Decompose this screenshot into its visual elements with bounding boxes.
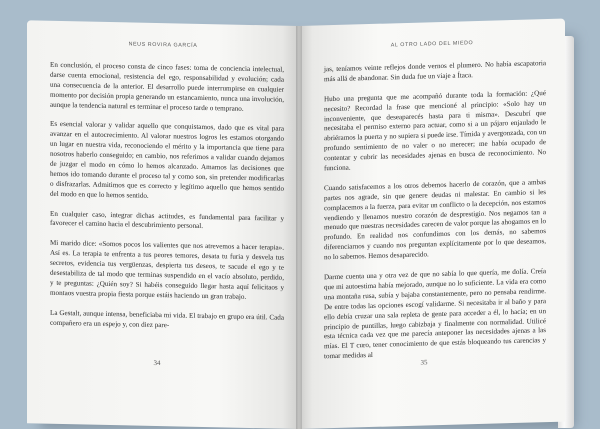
left-paragraph: La Gestalt, aunque intensa, beneficiaba mi vida. El trabajo en grupo era útil. Cada compañero era un espejo y, con diez pare- — [50, 308, 284, 329]
right-page — [299, 19, 565, 429]
right-paragraph: Hubo una pregunta que me acompañó durante toda la formación: ¿Qué necesito? Recordad la frase que mencioné al principio: «Solo hay un inconveniente, que deseaparecés hasta para ti misma». Descubrí que necesitaba el permiso externo para actuar, como si a un pájaro enjaulado le abriéramos la puerta y no supiera si puede irse. Tímida y avergonzada, con un profundo sentimiento de no valer o no merecer; me había ocupado de contentar y cubrir las necesidades ajenas en busca de reconocimiento. No funciona. — [324, 88, 546, 173]
right-paragraph: Cuando satisfacemos a los otros debemos hacerlo de corazón, que a ambas partes nos agrade, sin que genere deudas ni malestar. En cambio si les complacemos a la fuerza, para evitar un conflicto o la decepción, nos estamos vendiendo y llenamos nuestro corazón de desprestigio. Nos negamos tan a menudo que nuestras necesidades carecen de valor porque las ahogamos en lo profundo. En realidad nos confundimos con los demás, no sabemos diferenciarnos y cuando nos preguntan explícitamente por lo que deseamos, no lo sabemos. Hemos desaparecido. — [324, 177, 546, 262]
left-paragraph: Mi marido dice: «Somos pocos los valientes que nos atrevemos a hacer terapia». Así es. La terapia te enfrenta a tus peores temores, desata tu furia y desvela tus secretos, evidencia tus vergüenzas, despierta tus deseos, te sacude el ego y te desestabiliza de tal modo que terminas suspendido en el vacío absoluto, perdido, y te preguntas: ¿Quién soy? Si habéis conseguido llegar hasta aquí felicitaos y montaos vuestra propia fiesta porque estáis haciendo un gran trabajo. — [50, 239, 284, 301]
left-page-number: 34 — [153, 358, 161, 368]
left-page-body — [50, 61, 284, 343]
left-paragraph: En cualquier caso, integrar dichas actitudes, es fundamental para facilitar y favorecer el camino hacia el descubrimiento personal. — [50, 209, 284, 231]
left-page — [27, 20, 299, 429]
right-paragraph: jas, teníamos veinte reflejos donde vernos el plumero. No había escapatoria más allá de abandonar. Sin duda fue un viaje a Ítaca. — [324, 59, 546, 84]
left-paragraph: Es esencial valorar y validar aquello que conquistamos, dado que es vital para avanzar en el autocrecimiento. Al valorar nuestros logros les estamos otorgando un lugar en nuestra vida, reconociendo el mérito y la importancia que tiene para nosotros haberlo conseguido; en cambio, nos referimos a validar cuando dejamos de juzgar el modo en cómo lo hemos alcanzado. Amamos las decisiones que hemos ido tomando durante el proceso tal y como son, sin pretender modificarlas o disfrazarlas. Admitimos que es correcto y legítimo aquello que hemos sentido del modo en que lo hemos sentido. — [50, 120, 284, 200]
right-page-number: 35 — [420, 358, 428, 367]
book-spine — [296, 26, 302, 429]
right-page-body — [324, 59, 546, 372]
left-paragraph: En conclusión, el proceso consta de cinco fases: toma de conciencia intelectual, darse cuenta emocional, resistencia del ego, responsabilidad y evolución; cada una consecuencia de la anterior. El desarrollo puede interrumpirse en cualquier momento por decisión propia generando un estancamiento, nunca una involución, aunque la tendencia natural es terminar el proceso tarde o temprano. — [50, 60, 284, 113]
left-page-header: NEUS ROVIRA GARCÍA — [128, 41, 198, 49]
right-page-header: AL OTRO LADO DEL MIEDO — [390, 40, 474, 49]
right-paragraph: Darme cuenta una y otra vez de que no sabía lo que quería, me dolía. Creía que mi autoestima había mejorado, aunque no lo suficiente. La vida era como una montaña rusa, subía y bajaba constantemente, pero no pensaba rendirme. De entre todas las opciones escogí validarme. Si necesitaba ir al baño y para ello debía cruzar una sala repleta de gente para acceder a él, lo hacía; en un principio de puntillas, luego cabizbaja y finalmente con normalidad. Utilicé esta técnica cada vez que me parecía anteponer las necesidades ajenas a las mías. El T curo, tener conocimiento de que estás bloqueando tus carencias y tomar medidas al — [324, 267, 546, 361]
